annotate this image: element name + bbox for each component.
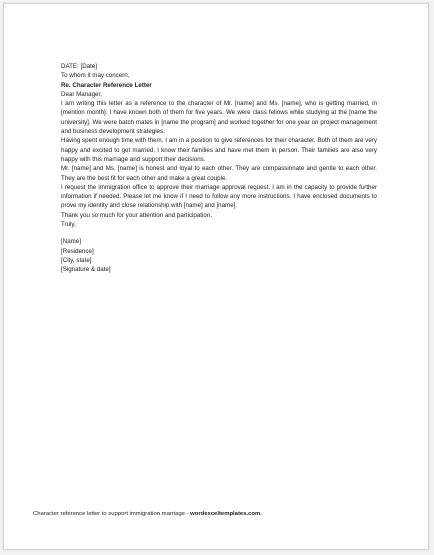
signature-date: [Signature & date] xyxy=(61,266,111,274)
signature-name: [Name] xyxy=(61,238,81,246)
footer-brand: wordexceltemplates.com. xyxy=(190,511,262,517)
paragraph-4: I request the immigration office to approve their marriage approval request. I am in the capacity to provide further information if needed. Please let me know if I need to follow any more instructions. I have enclosed documents to prove my identity and close relationship with [name] and [name]. xyxy=(61,183,377,210)
paragraph-5: Thank you so much for your attention and participation. xyxy=(61,211,212,219)
paragraph-2: Having spent enough time with them, I am in a position to give references for their character. Both of them are very happy and excited to get married. I know their families and have met them in person. Their families are also very happy with this marriage and support their decisions. xyxy=(61,137,377,163)
paragraph-1: I am writing this letter as a reference to the character of Mr. [name] and Ms. [name], who is getting married, in [mention month]. I have known both of them for five years. We were class fellows while studying at the [name the university]. We were batch mates in [name the program] and worked together for one year on project management and business development strategies. xyxy=(61,100,377,136)
page-footer xyxy=(33,510,413,518)
signature-residence: [Residence] xyxy=(61,247,94,255)
closing-line: Truly, xyxy=(61,221,76,229)
footer-caption: Character reference letter to support immigration marriage - xyxy=(33,511,191,517)
recipient-line: To whom it may concern, xyxy=(61,72,130,80)
subject-line: Re. Character Reference Letter xyxy=(61,81,152,89)
greeting-line: Dear Manager, xyxy=(61,90,102,98)
signature-city-state: [City, state] xyxy=(61,256,92,264)
document-page xyxy=(3,3,429,550)
date-line: DATE: [Date] xyxy=(61,63,97,70)
paragraph-3: Mr. [name] and Ms. [name] is honest and loyal to each other. They are compassionate and gentle to each other. They are the best fit for each other and make a great couple. xyxy=(61,165,377,182)
signature-block xyxy=(61,237,377,274)
letter-body xyxy=(61,62,377,275)
